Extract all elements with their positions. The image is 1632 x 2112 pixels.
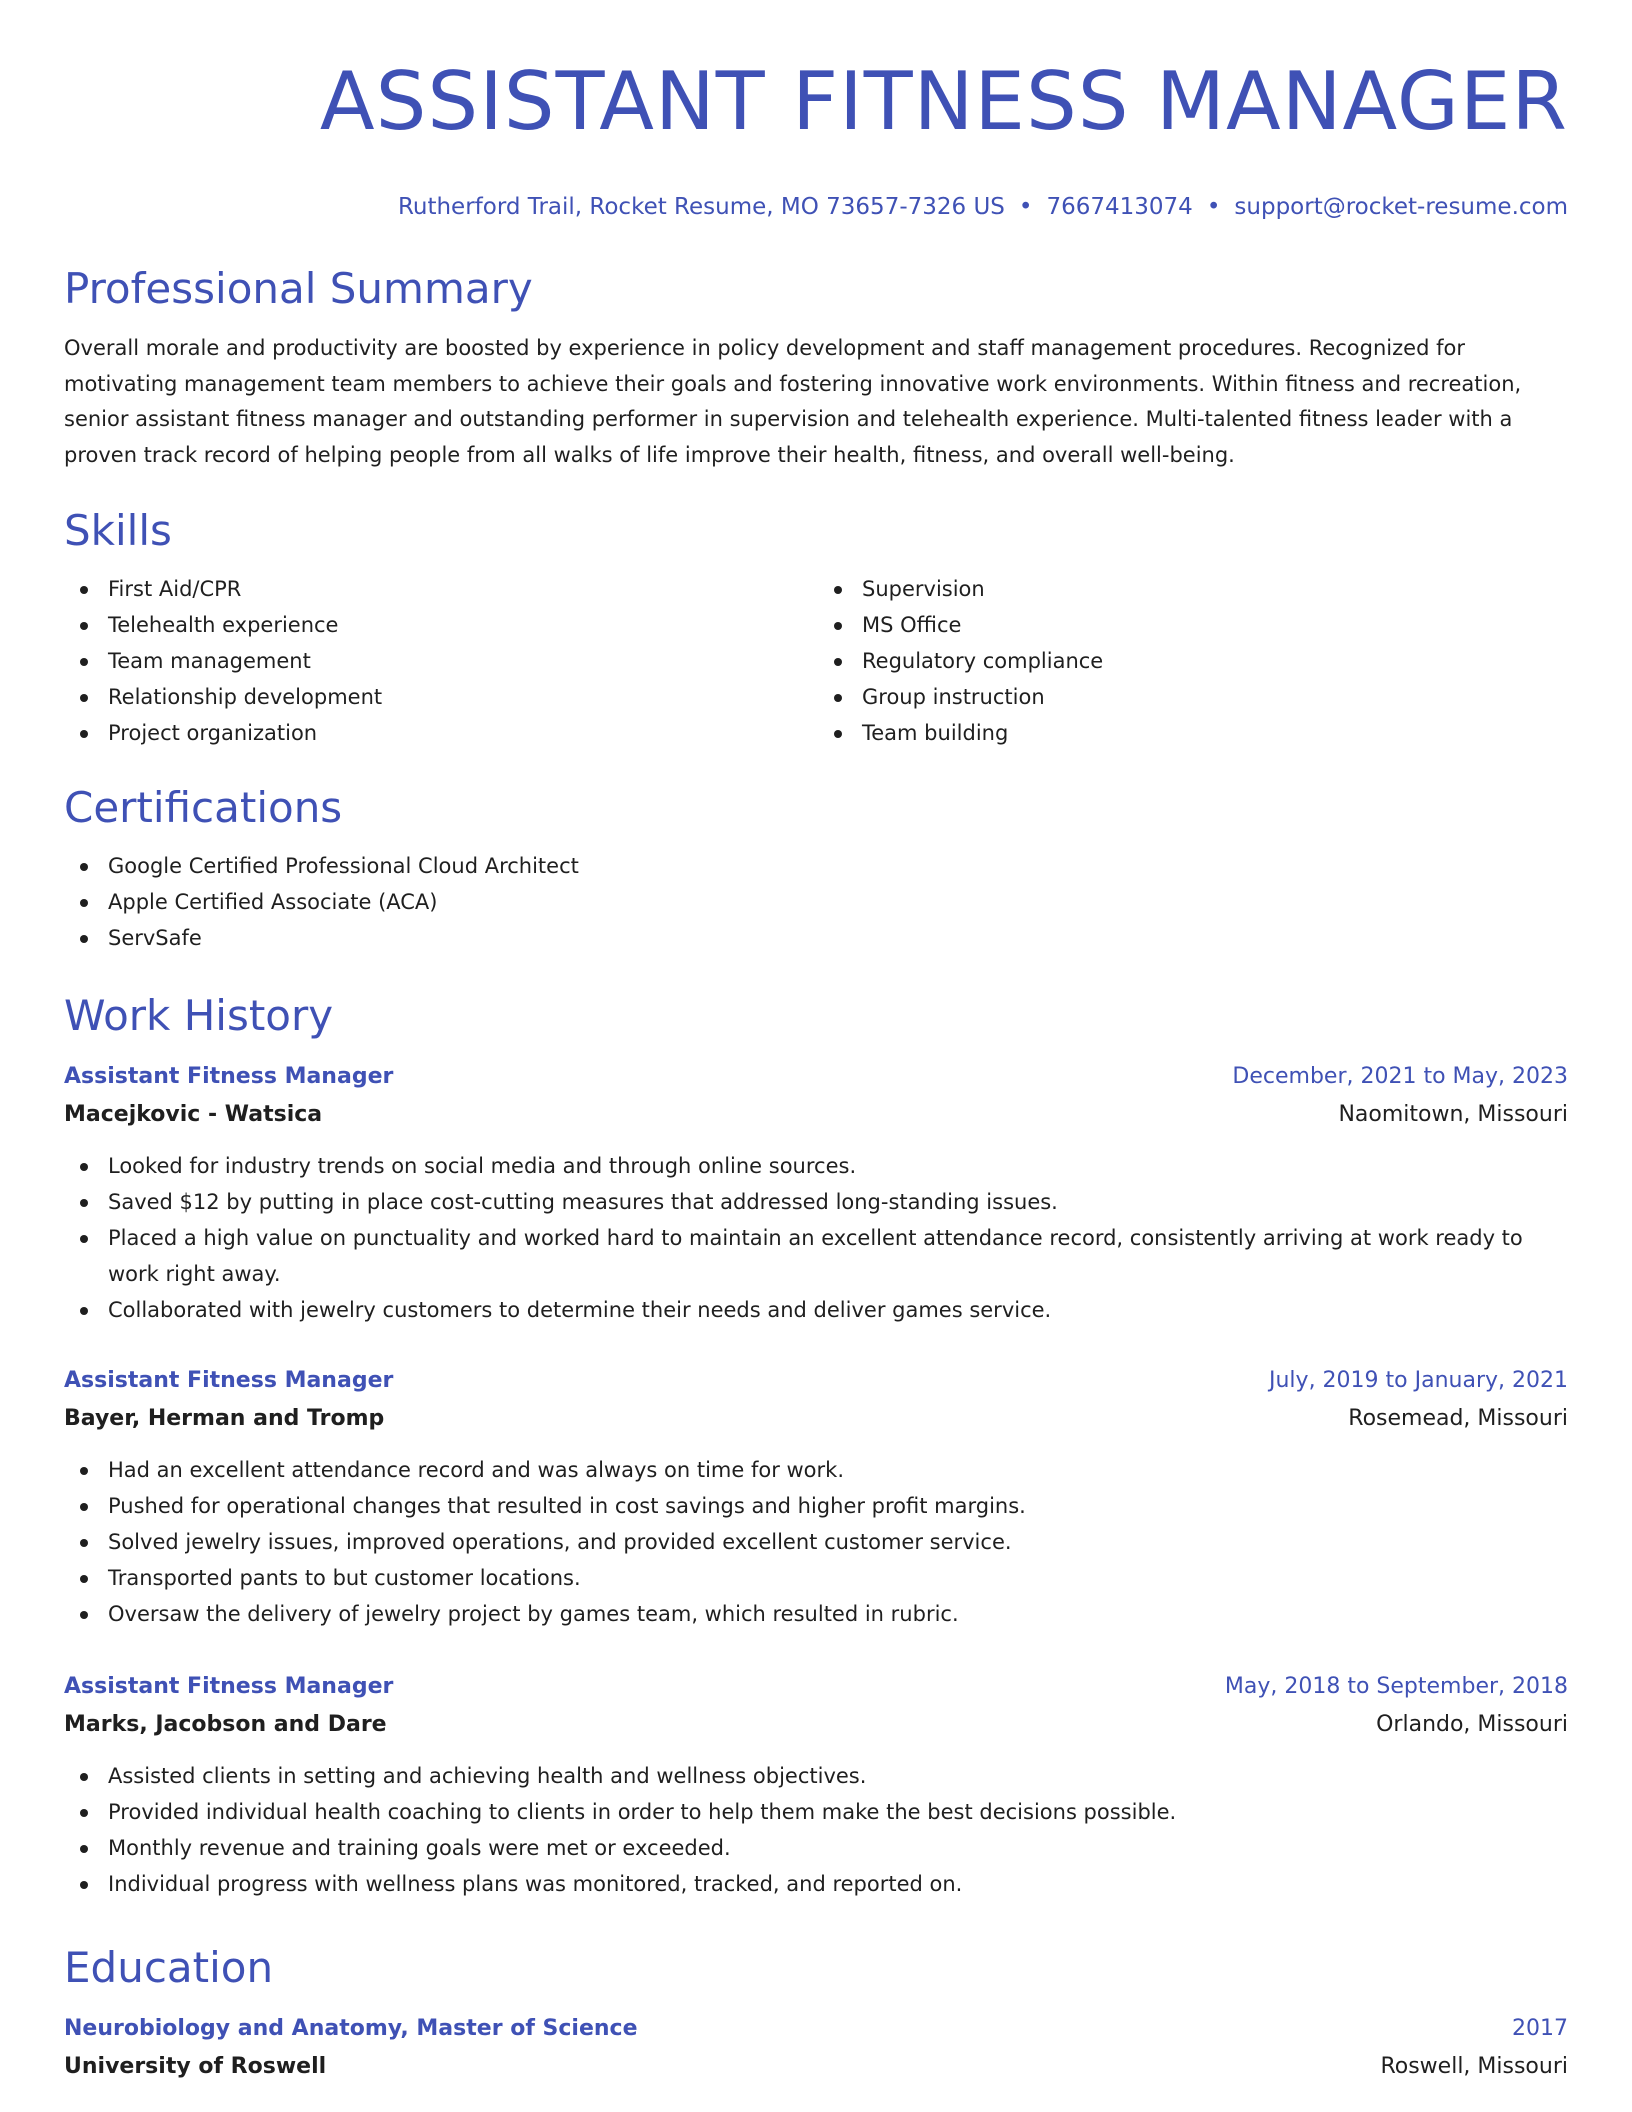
- skills-section: [64, 505, 1568, 751]
- job-company-row: [64, 1400, 1568, 1438]
- job-bullet: Had an excellent attendance record and was always on time for work.: [64, 1452, 1568, 1488]
- job-bullet: Placed a high value on punctuality and worked hard to maintain an excellent attendance record, consistently arriving at work ready to work right away.: [64, 1220, 1568, 1292]
- contact-separator: •: [1018, 194, 1033, 220]
- job-bullet: Solved jewelry issues, improved operations, and provided excellent customer service.: [64, 1524, 1568, 1560]
- education-school: University of Roswell: [64, 2054, 327, 2079]
- skills-columns: [64, 571, 1568, 751]
- job-title: Assistant Fitness Manager: [64, 1674, 394, 1699]
- job-bullet: Assisted clients in setting and achieving health and wellness objectives.: [64, 1758, 1568, 1794]
- skill-item: Team management: [64, 643, 814, 679]
- job-location: Rosemead, Missouri: [1348, 1406, 1568, 1431]
- job-header-row: [64, 1668, 1568, 1706]
- job-location: Naomitown, Missouri: [1338, 1102, 1568, 1127]
- contact-phone: 7667413074: [1046, 194, 1193, 220]
- job-entry: [64, 1362, 1568, 1632]
- job-location: Orlando, Missouri: [1376, 1712, 1568, 1737]
- skills-left-list: [64, 571, 814, 751]
- job-company: Marks, Jacobson and Dare: [64, 1712, 387, 1737]
- skill-item: Telehealth experience: [64, 607, 814, 643]
- job-dates: December, 2021 to May, 2023: [1232, 1064, 1568, 1089]
- skill-item: Regulatory compliance: [818, 643, 1568, 679]
- skill-item: Team building: [818, 715, 1568, 751]
- resume-name: ASSISTANT FITNESS MANAGER: [319, 55, 1568, 148]
- contact-separator: •: [1206, 194, 1221, 220]
- job-header-row: [64, 1362, 1568, 1400]
- job-bullet: Individual progress with wellness plans was monitored, tracked, and reported on.: [64, 1866, 1568, 1902]
- contact-address: Rutherford Trail, Rocket Resume, MO 73657-7326 US: [397, 194, 1005, 220]
- skill-item: First Aid/CPR: [64, 571, 814, 607]
- job-bullet: Provided individual health coaching to clients in order to help them make the best decisions possible.: [64, 1794, 1568, 1830]
- skills-title: Skills: [64, 506, 172, 555]
- job-company: Macejkovic - Watsica: [64, 1102, 323, 1127]
- education-degree: Neurobiology and Anatomy, Master of Science: [64, 2016, 638, 2041]
- job-bullet-list: [64, 1148, 1568, 1328]
- certifications-list: [64, 848, 1568, 956]
- contact-line: [64, 192, 1568, 222]
- work-history-section: [64, 990, 1568, 1042]
- skills-right-list: [814, 571, 1568, 751]
- job-bullet: Transported pants to but customer locations.: [64, 1560, 1568, 1596]
- skill-item: Project organization: [64, 715, 814, 751]
- job-title: Assistant Fitness Manager: [64, 1368, 394, 1393]
- certification-item: Apple Certified Associate (ACA): [64, 884, 1568, 920]
- contact-email[interactable]: support@rocket-resume.com: [1234, 194, 1568, 220]
- education-location: Roswell, Missouri: [1380, 2054, 1568, 2079]
- education-entry: [64, 2010, 1568, 2086]
- job-entry: [64, 1668, 1568, 1902]
- summary-text: Overall morale and productivity are boosted by experience in policy development and staff management procedures. Recognized for motivating management team members to achieve their goals and fostering innovative work environments. Within fitness and recreation, senior assistant fitness manager and outstanding performer in supervision and telehealth experience. Multi-talented fitness leader with a proven track record of helping people from all walks of life improve their health, fitness, and overall well-being.: [64, 336, 1522, 467]
- job-bullet: Pushed for operational changes that resulted in cost savings and higher profit margins.: [64, 1488, 1568, 1524]
- job-title: Assistant Fitness Manager: [64, 1064, 394, 1089]
- certifications-section: [64, 782, 1568, 956]
- job-company-row: [64, 1096, 1568, 1134]
- skill-item: Supervision: [818, 571, 1568, 607]
- summary-section: [64, 263, 1568, 473]
- education-title: Education: [64, 1943, 274, 1992]
- job-bullet: Collaborated with jewelry customers to determine their needs and deliver games service.: [64, 1292, 1568, 1328]
- education-header-row: [64, 2010, 1568, 2048]
- skill-item: MS Office: [818, 607, 1568, 643]
- job-company-row: [64, 1706, 1568, 1744]
- certification-item: ServSafe: [64, 920, 1568, 956]
- job-header-row: [64, 1058, 1568, 1096]
- job-company: Bayer, Herman and Tromp: [64, 1406, 385, 1431]
- job-entry: [64, 1058, 1568, 1328]
- education-section: [64, 1942, 1568, 2086]
- skill-item: Relationship development: [64, 679, 814, 715]
- work-history-title: Work History: [64, 991, 334, 1040]
- job-bullet-list: [64, 1452, 1568, 1632]
- job-dates: May, 2018 to September, 2018: [1224, 1674, 1568, 1699]
- education-school-row: [64, 2048, 1568, 2086]
- summary-title: Professional Summary: [64, 264, 533, 313]
- certifications-title: Certifications: [64, 783, 343, 832]
- job-bullet: Saved $12 by putting in place cost-cutting measures that addressed long-standing issues.: [64, 1184, 1568, 1220]
- job-bullet: Oversaw the delivery of jewelry project by games team, which resulted in rubric.: [64, 1596, 1568, 1632]
- skill-item: Group instruction: [818, 679, 1568, 715]
- job-bullet: Looked for industry trends on social media and through online sources.: [64, 1148, 1568, 1184]
- job-bullet: Monthly revenue and training goals were met or exceeded.: [64, 1830, 1568, 1866]
- job-dates: July, 2019 to January, 2021: [1269, 1368, 1568, 1393]
- education-year: 2017: [1512, 2016, 1568, 2041]
- job-bullet-list: [64, 1758, 1568, 1902]
- certification-item: Google Certified Professional Cloud Architect: [64, 848, 1568, 884]
